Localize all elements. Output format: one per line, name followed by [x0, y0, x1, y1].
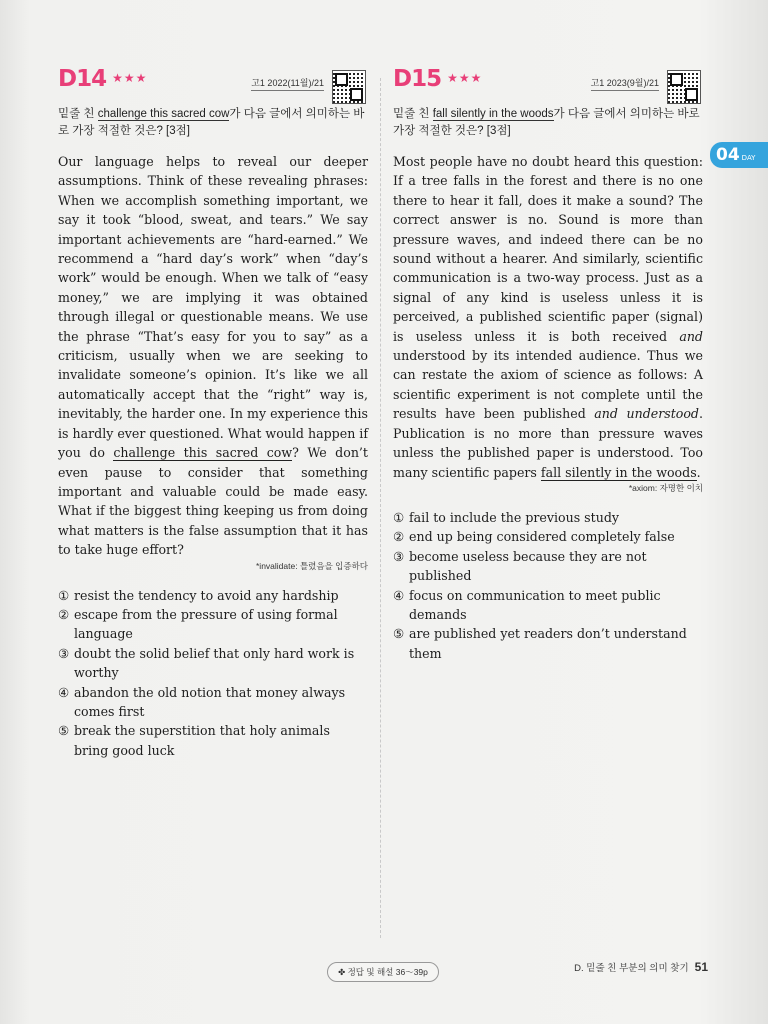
- source-label: 고1 2023(9월)/21: [590, 78, 659, 88]
- section-title: D. 밑줄 친 부분의 의미 찾기: [574, 963, 689, 974]
- passage: Our language helps to reveal our deeper assumptions. Think of these revealing phrases: When we accomplish something important, we say it took “blood, sweat, and tears.” We say important achievements are “hard-earned.” We recommend a “hard day’s work” when “day’s work” would be enough. When we talk of “easy money,” we are implying it was obtained through illegal or questionable means. We use the phrase “That’s easy for you to say” as a criticism, usually when we are seeking to invalidate someone’s opinion. It’s like we all automatically accept that the “right” way is, inevitably, the harder one. In my experience this is hardly ever questioned. What would happen if you do challenge this sacred cow? We don’t even pause to consider that something important and valuable could be made easy. What if the biggest thing keeping us from doing what matters is the false assumption that it has to take huge effort?: [58, 154, 368, 558]
- choice-3[interactable]: ③ become useless because they are not published: [393, 548, 647, 584]
- question-id: D14: [58, 66, 107, 92]
- underlined-phrase: fall silently in the woods: [540, 464, 697, 480]
- vocab-note: *axiom: 자명한 이치: [628, 482, 703, 493]
- choice-1[interactable]: ① resist the tendency to avoid any hardship: [58, 587, 339, 603]
- day-tab[interactable]: 04 DAY: [710, 142, 768, 168]
- choice-4[interactable]: ④ focus on communication to meet public demands: [393, 587, 661, 622]
- question-d14: [58, 66, 368, 760]
- choice-3[interactable]: ③ doubt the solid belief that only hard work is worthy: [58, 645, 355, 681]
- question-header: [58, 66, 368, 104]
- choice-4[interactable]: ④ abandon the old notion that money always comes first: [58, 684, 346, 719]
- difficulty-stars: ★★★: [447, 71, 483, 85]
- answer-reference: ✤ 정답 및 해설 36～39p: [327, 962, 439, 982]
- instruction: 밑줄 친 challenge this sacred cow가 다음 글에서 의미하는 바로 가장 적절한 것은? [3점]: [58, 108, 365, 137]
- answer-choices: [393, 508, 703, 663]
- choice-1[interactable]: ① fail to include the previous study: [393, 509, 619, 525]
- question-d15: [393, 66, 703, 663]
- choice-2[interactable]: ② end up being considered completely false: [393, 529, 675, 545]
- question-header: [393, 66, 703, 104]
- question-id: D15: [393, 66, 442, 92]
- passage: Most people have no doubt heard this question: If a tree falls in the forest and there is no one there to hear it fall, does it make a sound? The correct answer is no. Sound is more than pressure waves, and indeed there can be no sound without a hearer. And similarly, scientific communication is a two-way process. Just as a signal of any kind is useless unless it is perceived, a published scientific paper (signal) is useless unless it is both received and understood by its intended audience. Thus we can restate the axiom of science as follows: A scientific experiment is not complete until the results have been published and understood. Publication is no more than pressure waves unless the published paper is understood. Too many scientific papers fall silently in the woods.: [393, 154, 703, 480]
- answer-choices: [58, 586, 368, 761]
- choice-2[interactable]: ② escape from the pressure of using formal language: [58, 606, 338, 642]
- difficulty-stars: ★★★: [112, 71, 148, 85]
- choice-5[interactable]: ⑤ break the superstition that holy animals bring good luck: [58, 723, 330, 758]
- qr-code-icon[interactable]: [667, 70, 701, 104]
- vocab-note: *invalidate: 틀렸음을 입증하다: [256, 560, 368, 571]
- choice-5[interactable]: ⑤ are published yet readers don’t understand them: [393, 626, 687, 661]
- qr-code-icon[interactable]: [332, 70, 366, 104]
- underlined-phrase: challenge this sacred cow: [113, 445, 293, 461]
- instruction: 밑줄 친 fall silently in the woods가 다음 글에서 의미하는 바로 가장 적절한 것은? [3점]: [393, 108, 700, 137]
- source-label: 고1 2022(11월)/21: [251, 78, 324, 88]
- page-number: 51: [694, 960, 708, 974]
- column-divider: [380, 78, 381, 938]
- page-footer: [574, 960, 708, 974]
